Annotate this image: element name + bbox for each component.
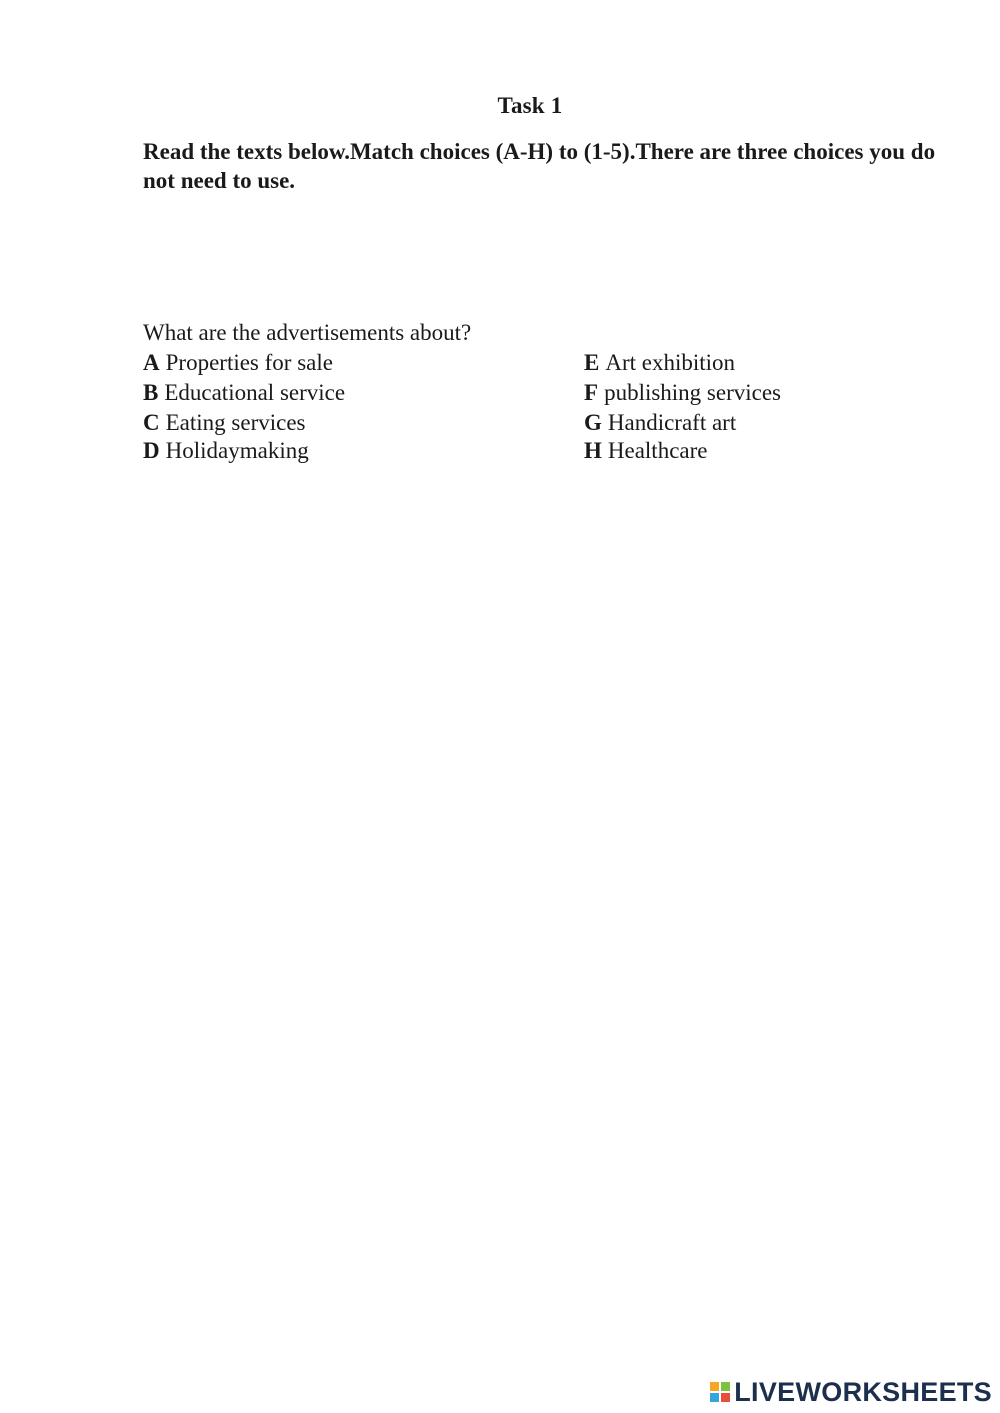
choice-d [143, 438, 309, 464]
choice-letter: F [584, 380, 599, 405]
logo-text: LIVEWORKSHEETS [734, 1376, 992, 1407]
choice-a [143, 350, 333, 376]
choices-list [143, 350, 843, 470]
choice-letter: C [143, 410, 160, 435]
choice-text: Art exhibition [605, 350, 736, 375]
choice-text: Healthcare [607, 438, 708, 463]
choice-text: Eating services [165, 410, 306, 435]
question-text: What are the advertisements about? [143, 320, 472, 345]
liveworksheets-logo-icon [710, 1382, 730, 1402]
choice-text: Educational service [164, 380, 346, 405]
choice-text: Holidaymaking [165, 438, 309, 463]
choice-text: publishing services [604, 380, 782, 405]
choice-b [143, 380, 345, 406]
choice-c [143, 410, 306, 436]
choice-text: Properties for sale [165, 350, 333, 375]
liveworksheets-logo [710, 1376, 992, 1407]
choice-f [584, 380, 781, 406]
task-title: Task 1 [497, 93, 563, 118]
choice-letter: D [143, 438, 160, 463]
choice-h [584, 438, 707, 464]
instructions-text: Read the texts below.Match choices (A-H) to (1-5).There are three choices you do not need to use. [143, 139, 936, 193]
choice-letter: H [584, 438, 602, 463]
choice-letter: A [143, 350, 160, 375]
choice-letter: G [584, 410, 602, 435]
choice-g [584, 410, 736, 436]
choice-letter: B [143, 380, 159, 405]
choice-letter: E [584, 350, 600, 375]
choice-text: Handicraft art [607, 410, 737, 435]
choice-e [584, 350, 735, 376]
